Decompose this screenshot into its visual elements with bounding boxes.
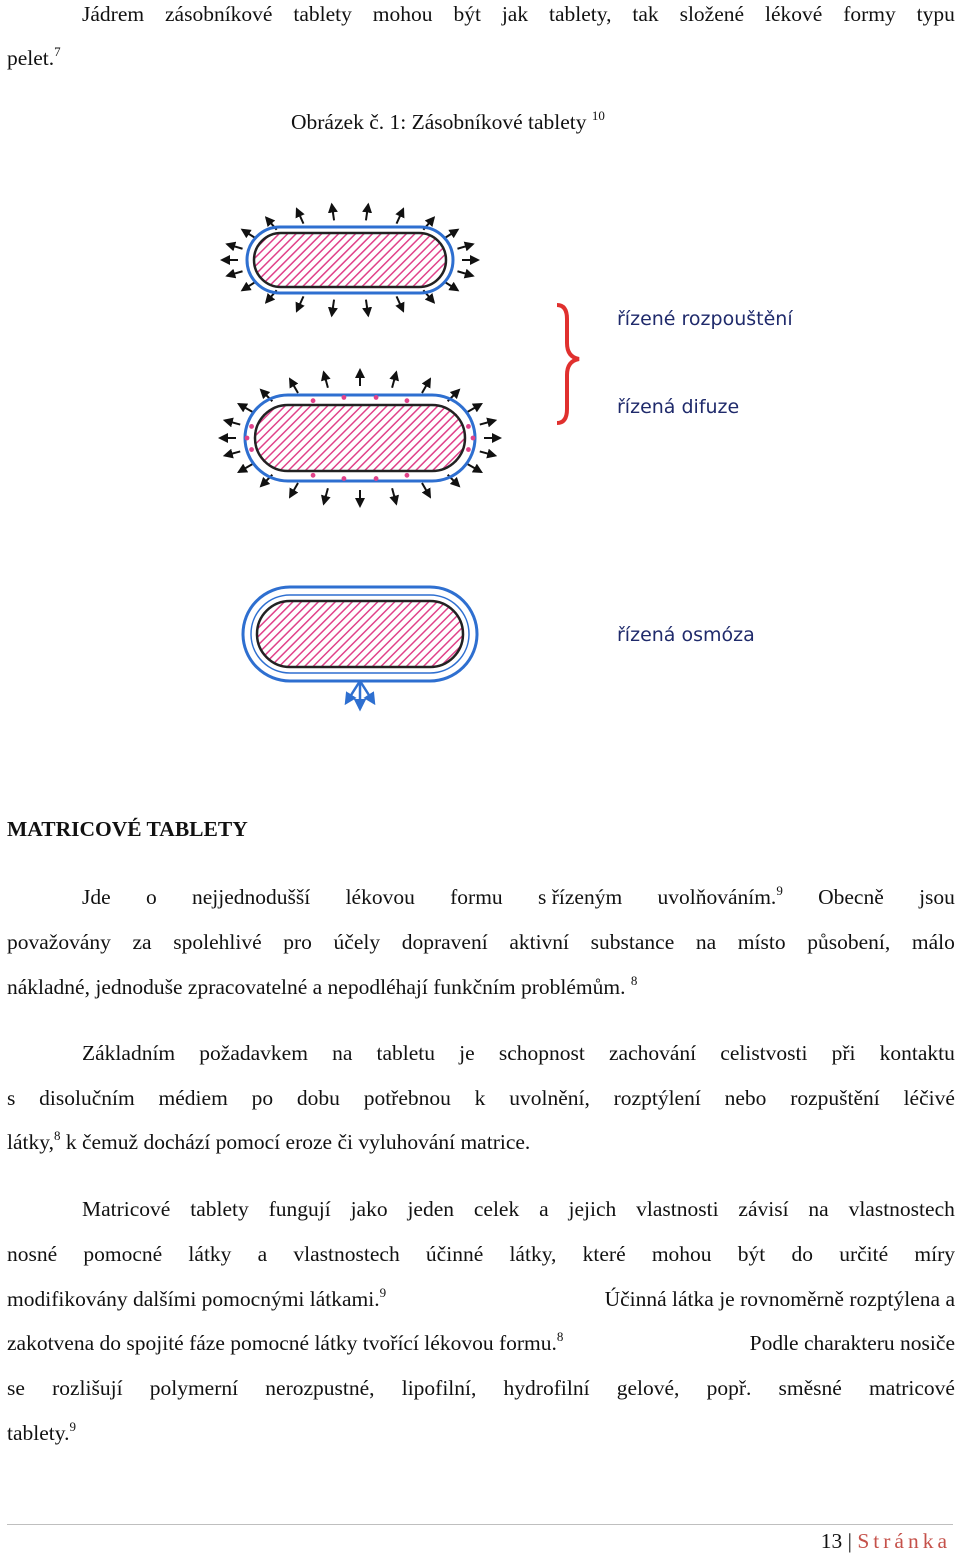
release-arrow xyxy=(242,230,255,239)
membrane-pore xyxy=(471,436,476,441)
release-arrow xyxy=(225,420,240,424)
word: uvolňováním.$^9$ xyxy=(657,883,783,909)
word: lipofilní, xyxy=(401,1376,477,1400)
word: celek xyxy=(473,1197,520,1221)
paragraph-text: modifikovány dalšími pomocnými látkami. xyxy=(7,1287,380,1311)
word: aktivní xyxy=(509,930,570,954)
word: určité xyxy=(839,1242,889,1266)
membrane-pore xyxy=(342,476,347,481)
word: směsné xyxy=(778,1376,842,1400)
word: k xyxy=(474,1086,486,1110)
word: dopravení xyxy=(401,930,488,954)
word: které xyxy=(582,1242,626,1266)
word: jeden xyxy=(407,1197,455,1221)
word: formy xyxy=(843,2,896,26)
word: matricové xyxy=(869,1376,955,1400)
word: nebo xyxy=(724,1086,767,1110)
word: a xyxy=(257,1242,268,1266)
citation-ref: 8 xyxy=(630,973,638,988)
word: na xyxy=(332,1041,353,1065)
paragraph-text: zakotvena do spojité fáze pomocné látky tvořící lékovou formu. xyxy=(7,1331,557,1355)
osmosis-arrow xyxy=(346,681,360,703)
tablet-core xyxy=(257,601,463,667)
word: potřebnou xyxy=(363,1086,451,1110)
release-arrow xyxy=(422,379,430,393)
paragraph-text: Účinná látka je rovnoměrně rozptýlena a xyxy=(604,1287,955,1311)
p1-line-2 xyxy=(7,928,955,956)
word: míry xyxy=(914,1242,955,1266)
release-arrow xyxy=(332,300,334,316)
p1-line-3 xyxy=(7,973,955,1001)
word: při xyxy=(831,1041,856,1065)
word: hydrofilní xyxy=(503,1376,590,1400)
word: Základním xyxy=(82,1041,176,1065)
word: zachování xyxy=(608,1041,697,1065)
membrane-pore xyxy=(311,473,316,478)
word: mohou xyxy=(372,2,433,26)
word: celistvosti xyxy=(720,1041,808,1065)
word: uvolnění, xyxy=(509,1086,590,1110)
word: tablety xyxy=(293,2,352,26)
word: nejjednodušší xyxy=(192,885,311,909)
release-arrow xyxy=(480,420,495,424)
paragraph-text: k čemuž dochází pomocí eroze či vyluhování matrice. xyxy=(65,1130,531,1154)
citation-ref: 9 xyxy=(69,1419,76,1434)
word: místo xyxy=(737,930,786,954)
release-arrow xyxy=(297,296,304,311)
word: za xyxy=(132,930,152,954)
word: účely xyxy=(333,930,381,954)
citation-ref: 10 xyxy=(591,108,605,123)
word: Matricové xyxy=(82,1197,171,1221)
p2-line-1 xyxy=(82,1039,955,1067)
release-arrow xyxy=(242,282,255,291)
paragraph-text: nákladné, jednoduše zpracovatelné a nepodléhají funkčním problémům. xyxy=(7,975,626,999)
section-heading: MATRICOVÉ TABLETY xyxy=(7,817,248,841)
release-arrow xyxy=(392,488,396,503)
p3-line-5 xyxy=(7,1374,955,1402)
word: s xyxy=(7,1086,16,1110)
word: Jde xyxy=(82,885,111,909)
p3-line-4 xyxy=(7,1329,955,1357)
release-arrow xyxy=(227,244,242,249)
word: málo xyxy=(911,930,955,954)
release-arrow xyxy=(397,209,404,224)
footer-divider xyxy=(7,1524,953,1525)
citation-ref: 8 xyxy=(53,1128,61,1143)
word: o xyxy=(145,885,157,909)
word: považovány xyxy=(7,930,111,954)
word: jak xyxy=(501,2,529,26)
paragraph-text: tablety. xyxy=(7,1421,70,1445)
release-arrow xyxy=(239,404,253,412)
release-arrow xyxy=(392,372,396,387)
word: tak xyxy=(632,2,659,26)
label-controlled-diffusion: řízená difuze xyxy=(617,396,740,418)
word: Jádrem xyxy=(82,2,145,26)
tablet-core xyxy=(254,233,446,287)
word: složené xyxy=(679,2,745,26)
word: se xyxy=(7,1376,25,1400)
membrane-pore xyxy=(374,395,379,400)
footer-separator: | xyxy=(847,1529,852,1553)
tablet-dissolution xyxy=(222,205,478,316)
word: gelové, xyxy=(616,1376,680,1400)
osmosis-arrow xyxy=(360,681,374,703)
word: po xyxy=(251,1086,274,1110)
release-arrow xyxy=(467,464,481,472)
word: rozpuštění xyxy=(790,1086,880,1110)
word: působení, xyxy=(807,930,891,954)
word: vlastnostech xyxy=(293,1242,400,1266)
word: do xyxy=(791,1242,813,1266)
membrane-pore xyxy=(405,473,410,478)
p2-line-3 xyxy=(7,1128,955,1156)
release-arrow xyxy=(227,271,242,276)
word: tabletu xyxy=(376,1041,436,1065)
word: zásobníkové xyxy=(165,2,273,26)
page-number: 13 xyxy=(820,1529,843,1553)
word: fungují xyxy=(268,1197,331,1221)
citation-ref: 9 xyxy=(776,883,783,898)
word: popř. xyxy=(706,1376,752,1400)
word: být xyxy=(737,1242,766,1266)
word: rozptýlení xyxy=(613,1086,701,1110)
word: jako xyxy=(350,1197,388,1221)
word: nosné xyxy=(7,1242,58,1266)
citation-ref: 7 xyxy=(54,44,61,59)
word: schopnost xyxy=(498,1041,585,1065)
membrane-pore xyxy=(466,447,471,452)
release-arrow xyxy=(444,230,457,239)
word: lékovou xyxy=(345,885,415,909)
release-arrow xyxy=(422,483,430,497)
word: polymerní xyxy=(149,1376,239,1400)
tablet-diffusion xyxy=(220,370,500,506)
membrane-pore xyxy=(245,436,250,441)
p2-line-2 xyxy=(7,1084,955,1112)
word: substance xyxy=(590,930,675,954)
intro-line-2 xyxy=(7,44,955,72)
release-arrow xyxy=(290,483,298,497)
label-controlled-dissolution: řízené rozpouštění xyxy=(617,308,793,330)
p3-line-3 xyxy=(7,1285,955,1313)
word: tablety xyxy=(190,1197,249,1221)
intro-text: pelet. xyxy=(7,46,55,70)
word: požadavkem xyxy=(199,1041,308,1065)
membrane-pore xyxy=(374,476,379,481)
reservoir-tablets-figure xyxy=(215,195,855,725)
word: látky xyxy=(188,1242,232,1266)
word: mohou xyxy=(651,1242,712,1266)
page-label: Stránka xyxy=(857,1529,951,1553)
release-arrow xyxy=(225,451,240,455)
word: nerozpustné, xyxy=(265,1376,375,1400)
membrane-pore xyxy=(342,395,347,400)
figure-caption xyxy=(291,108,605,136)
word: formu xyxy=(450,885,503,909)
release-arrow xyxy=(324,372,328,387)
word: a xyxy=(539,1197,549,1221)
word: rozlišují xyxy=(52,1376,123,1400)
release-arrow xyxy=(467,404,481,412)
membrane-pore xyxy=(249,447,254,452)
word: kontaktu xyxy=(879,1041,955,1065)
word: pro xyxy=(283,930,312,954)
word: pomocné xyxy=(83,1242,163,1266)
citation-ref: 8 xyxy=(556,1329,564,1344)
word: dobu xyxy=(296,1086,340,1110)
release-arrow xyxy=(290,379,298,393)
release-arrow xyxy=(239,464,253,472)
membrane-pore xyxy=(249,424,254,429)
membrane-pore xyxy=(405,398,410,403)
brace-shape xyxy=(557,305,579,423)
word: médiem xyxy=(158,1086,228,1110)
word: na xyxy=(808,1197,829,1221)
word: účinné xyxy=(425,1242,484,1266)
label-controlled-osmosis: řízená osmóza xyxy=(617,624,755,646)
release-arrow xyxy=(480,451,495,455)
release-arrow xyxy=(457,244,472,249)
word: je xyxy=(459,1041,475,1065)
p1-line-1 xyxy=(82,883,955,911)
word: vlastnostech xyxy=(848,1197,955,1221)
word: látky, xyxy=(509,1242,557,1266)
figure-caption-text: Obrázek č. 1: Zásobníkové tablety xyxy=(291,110,587,134)
word: lékové xyxy=(764,2,823,26)
release-arrow xyxy=(332,205,334,221)
word: spolehlivé xyxy=(173,930,262,954)
membrane-pore xyxy=(311,398,316,403)
p3-line-6 xyxy=(7,1419,955,1447)
release-arrow xyxy=(297,209,304,224)
p3-line-1 xyxy=(82,1195,955,1223)
intro-line-1 xyxy=(82,0,955,28)
release-arrow xyxy=(366,300,368,316)
membrane-pore xyxy=(466,424,471,429)
word: disolučním xyxy=(39,1086,135,1110)
release-arrow xyxy=(324,488,328,503)
tablet-osmosis xyxy=(243,587,477,709)
word: závisí xyxy=(738,1197,789,1221)
tablet-core xyxy=(255,405,465,471)
release-arrow xyxy=(366,205,368,221)
release-arrow xyxy=(397,296,404,311)
paragraph-text: látky, xyxy=(7,1130,54,1154)
release-arrow xyxy=(457,271,472,276)
word: vlastnosti xyxy=(636,1197,719,1221)
word: na xyxy=(695,930,717,954)
citation-ref: 9 xyxy=(379,1285,387,1300)
word: léčivé xyxy=(903,1086,955,1110)
word: tablety, xyxy=(549,2,612,26)
page-footer xyxy=(821,1527,951,1555)
word: Obecně xyxy=(818,885,884,909)
word: s řízeným xyxy=(537,885,623,909)
release-arrow xyxy=(444,282,457,291)
paragraph-text: Podle charakteru nosiče xyxy=(749,1331,955,1355)
word: být xyxy=(453,2,481,26)
p3-line-2 xyxy=(7,1240,955,1268)
word: jsou xyxy=(919,885,955,909)
word: jejich xyxy=(568,1197,617,1221)
word: typu xyxy=(916,2,955,26)
